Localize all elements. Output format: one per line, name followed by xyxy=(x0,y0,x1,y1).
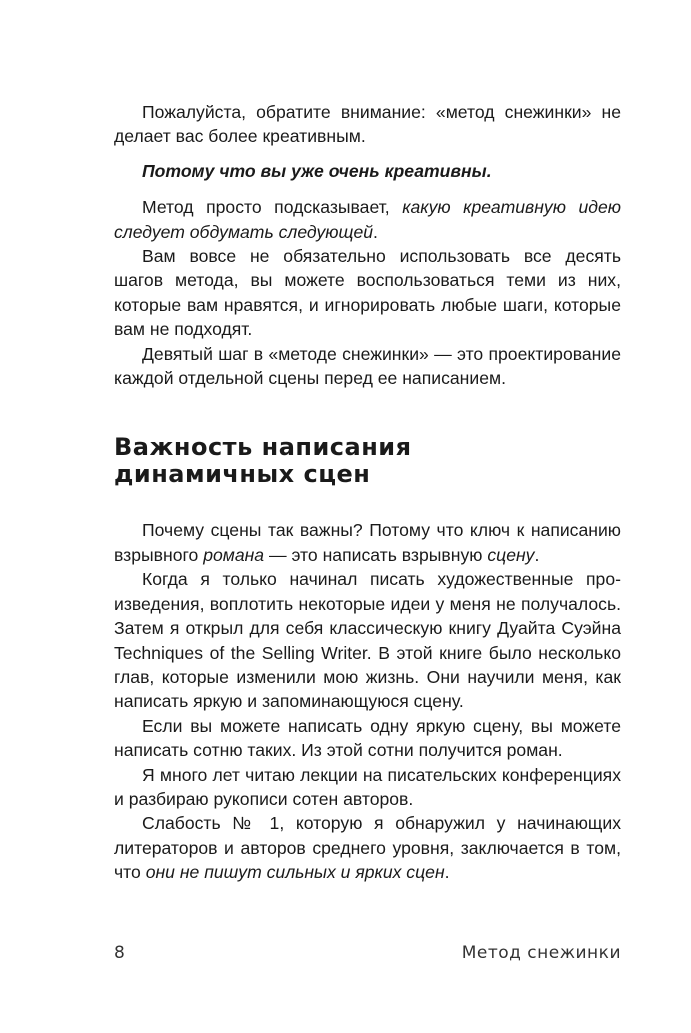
text-run: . xyxy=(444,862,450,883)
italic-text: романа xyxy=(203,544,265,565)
page-number: 8 xyxy=(114,943,125,963)
section-heading xyxy=(114,434,621,488)
paragraph xyxy=(114,195,621,244)
page-footer xyxy=(114,943,621,967)
paragraph xyxy=(114,811,621,884)
text-run: . xyxy=(373,221,378,242)
paragraph: Когда я только начинал писать художественные произведения, воплотить некоторые идеи у меня не получалось. Затем я открыл для себя классическую книгу Дуайта Суэйна Techniques of the Selling Writer. В этой книге было несколько глав, которые изменили мою жизнь. Они научили меня, как написать яркую и запоминающуюся сцену. xyxy=(114,569,621,712)
paragraph: Пожалуйста, обратите внимание: «метод снежинки» не делает вас более креативным. xyxy=(114,102,621,147)
italic-text: сцену xyxy=(487,544,535,565)
paragraph: Девятый шаг в «методе снежинки» — это проектирование каждой отдельной сцены перед ее написанием. xyxy=(114,343,621,389)
text-run: Почему сцены так важны? Потому что ключ к написанию взрывного xyxy=(114,520,621,565)
text-run: . xyxy=(534,544,540,565)
paragraph xyxy=(114,518,621,567)
heading-line: динамичных сцен xyxy=(114,460,371,489)
text-run: — это написать взрывную xyxy=(264,544,488,565)
italic-text: какую креативную идею следует обдумать следующей xyxy=(114,197,621,242)
running-title: Метод снежинки xyxy=(461,943,621,963)
italic-text: они не пишут сильных и ярких сцен xyxy=(145,862,445,883)
emphasis-paragraph: Потому что вы уже очень креативны. xyxy=(142,160,492,181)
text-run: Слабость № 1, которую я обнаружил у начинающих литераторов и авторов среднего уровня, заключается в том, что xyxy=(114,813,621,883)
paragraph: Я много лет читаю лекции на писательских конференциях и разбираю рукописи сотен авторов. xyxy=(114,764,621,809)
text-run: Метод просто подсказывает, xyxy=(142,197,403,218)
heading-line: Важность написания xyxy=(114,433,412,462)
page-body xyxy=(114,100,621,885)
paragraph: Если вы можете написать одну яркую сцену, вы можете написать сотню таких. Из этой сотни получится роман. xyxy=(114,715,621,761)
paragraph: Вам вовсе не обязательно использовать все десять шагов метода, вы можете воспользоваться теми из них, которые вам нравятся, и игнорировать любые шаги, которые вам не подходят. xyxy=(114,246,621,340)
